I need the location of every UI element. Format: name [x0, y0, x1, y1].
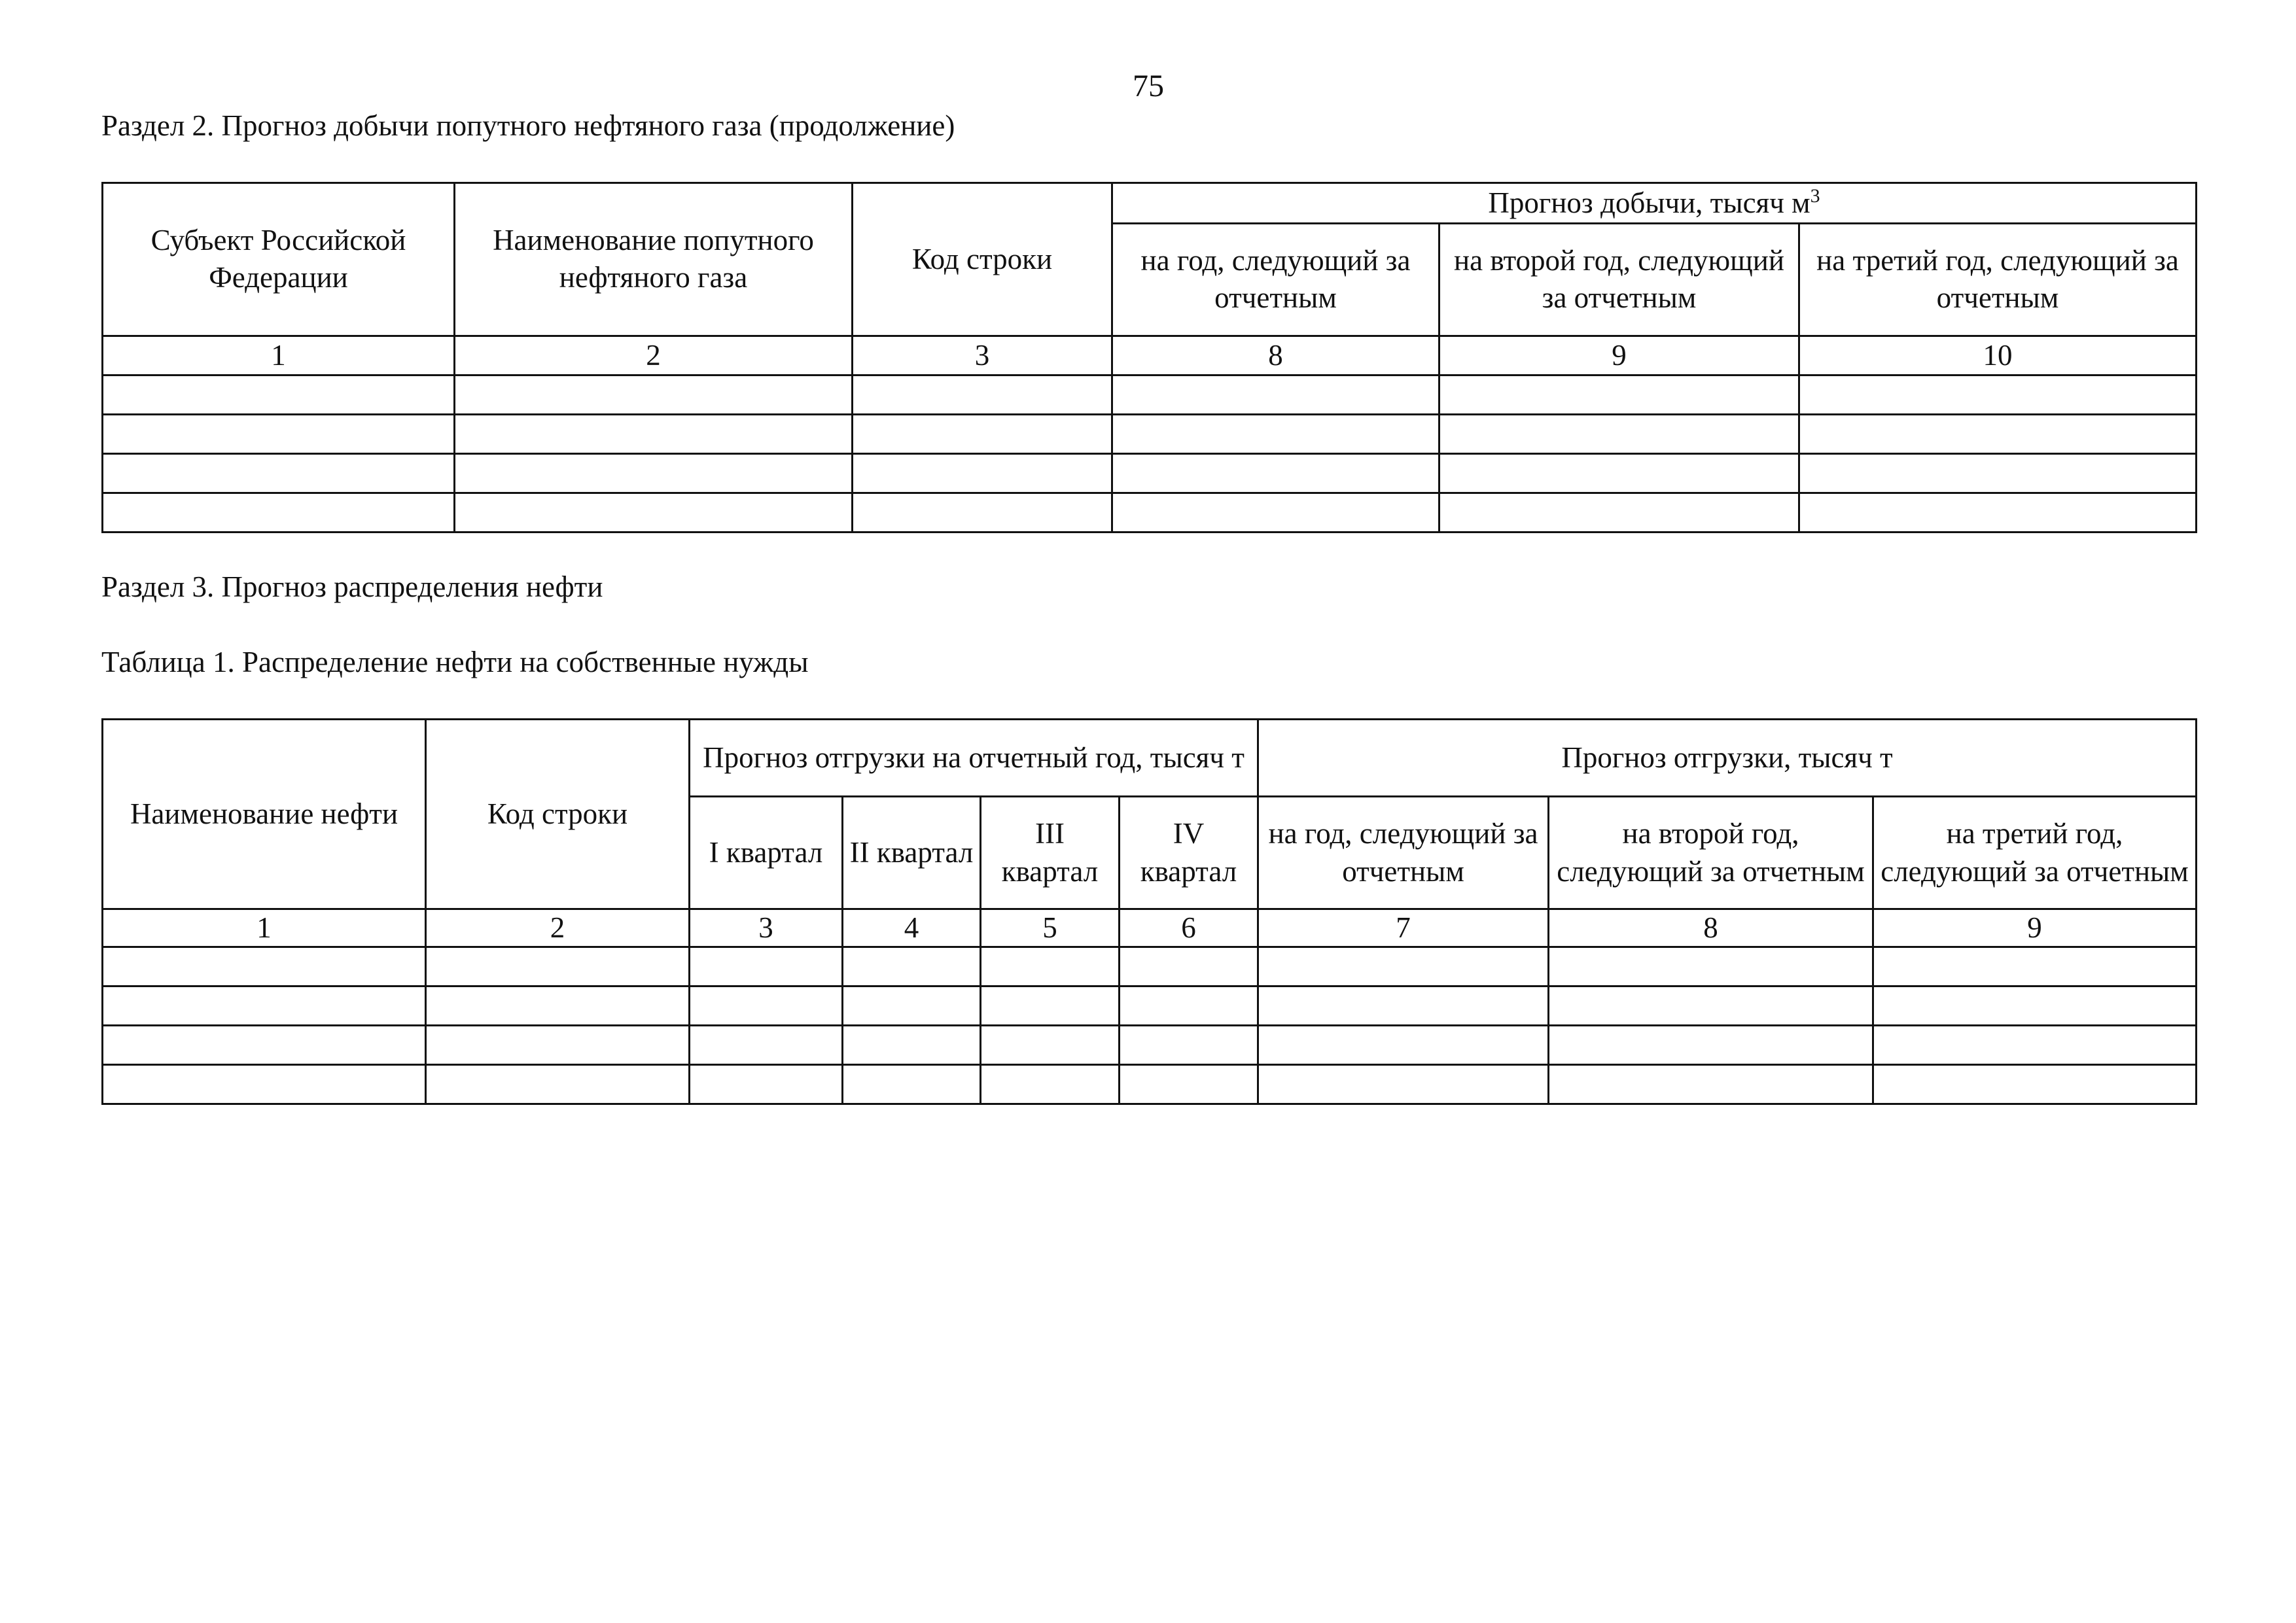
- empty-cell[interactable]: [843, 947, 981, 986]
- empty-cell[interactable]: [103, 986, 426, 1026]
- empty-cell[interactable]: [426, 1026, 690, 1065]
- section-2-heading: Раздел 2. Прогноз добычи попутного нефтяного газа (продолжение): [101, 109, 955, 142]
- header-oil-name: Наименование нефти: [103, 720, 426, 909]
- empty-cell[interactable]: [426, 1065, 690, 1104]
- empty-data-row: [103, 493, 2197, 532]
- empty-cell[interactable]: [426, 986, 690, 1026]
- header-forecast-group: [1112, 183, 2197, 224]
- column-number: 2: [426, 909, 690, 947]
- header-year-second: на второй год, следующий за отчетным: [1439, 223, 1799, 336]
- empty-cell[interactable]: [690, 1026, 843, 1065]
- header-quarter-4: IV квартал: [1120, 797, 1258, 909]
- empty-cell[interactable]: [103, 375, 455, 414]
- header-year-next: на год, следующий за отчетным: [1258, 797, 1549, 909]
- header-forecast-group: Прогноз отгрузки, тысяч т: [1258, 720, 2197, 797]
- empty-cell[interactable]: [1112, 375, 1439, 414]
- header-quarter-2: II квартал: [843, 797, 981, 909]
- section-3-heading: Раздел 3. Прогноз распределения нефти: [101, 570, 603, 603]
- empty-cell[interactable]: [981, 1065, 1120, 1104]
- header-year-second: на второй год, следующий за отчетным: [1549, 797, 1873, 909]
- column-number: 1: [103, 909, 426, 947]
- empty-cell[interactable]: [1549, 986, 1873, 1026]
- empty-cell[interactable]: [103, 414, 455, 453]
- column-number: 5: [981, 909, 1120, 947]
- column-number: 9: [1439, 336, 1799, 375]
- empty-cell[interactable]: [1549, 947, 1873, 986]
- column-number: 4: [843, 909, 981, 947]
- header-year-next: на год, следующий за отчетным: [1112, 223, 1439, 336]
- empty-data-row: [103, 1065, 2197, 1104]
- empty-cell[interactable]: [843, 986, 981, 1026]
- empty-data-row: [103, 1026, 2197, 1065]
- header-current-year-group: Прогноз отгрузки на отчетный год, тысяч т: [690, 720, 1258, 797]
- empty-cell[interactable]: [1799, 414, 2197, 453]
- header-row-code: Код строки: [853, 183, 1112, 336]
- empty-cell[interactable]: [455, 375, 853, 414]
- empty-cell[interactable]: [843, 1065, 981, 1104]
- column-number: 1: [103, 336, 455, 375]
- empty-cell[interactable]: [853, 493, 1112, 532]
- empty-cell[interactable]: [1439, 414, 1799, 453]
- column-number: 3: [853, 336, 1112, 375]
- page-number: 75: [1133, 69, 1164, 103]
- empty-cell[interactable]: [981, 947, 1120, 986]
- column-number: 8: [1549, 909, 1873, 947]
- column-number-row: [103, 909, 2197, 947]
- empty-cell[interactable]: [103, 947, 426, 986]
- empty-cell[interactable]: [103, 1026, 426, 1065]
- header-row-code: Код строки: [426, 720, 690, 909]
- empty-cell[interactable]: [1799, 453, 2197, 493]
- empty-cell[interactable]: [103, 1065, 426, 1104]
- empty-data-row: [103, 414, 2197, 453]
- column-number: 9: [1873, 909, 2197, 947]
- header-quarter-3: III квартал: [981, 797, 1120, 909]
- empty-cell[interactable]: [1549, 1065, 1873, 1104]
- empty-cell[interactable]: [1873, 947, 2197, 986]
- empty-cell[interactable]: [103, 493, 455, 532]
- empty-cell[interactable]: [1439, 375, 1799, 414]
- table-1-heading: Таблица 1. Распределение нефти на собственные нужды: [101, 646, 809, 678]
- empty-cell[interactable]: [690, 947, 843, 986]
- empty-cell[interactable]: [843, 1026, 981, 1065]
- empty-data-row: [103, 453, 2197, 493]
- empty-cell[interactable]: [690, 986, 843, 1026]
- empty-cell[interactable]: [455, 414, 853, 453]
- empty-cell[interactable]: [1873, 986, 2197, 1026]
- column-number: 7: [1258, 909, 1549, 947]
- header-year-third: на третий год, следующий за отчетным: [1799, 223, 2197, 336]
- empty-data-row: [103, 375, 2197, 414]
- empty-cell[interactable]: [103, 453, 455, 493]
- empty-cell[interactable]: [690, 1065, 843, 1104]
- empty-cell[interactable]: [1120, 986, 1258, 1026]
- empty-cell[interactable]: [1258, 986, 1549, 1026]
- empty-cell[interactable]: [1258, 947, 1549, 986]
- empty-cell[interactable]: [1112, 453, 1439, 493]
- empty-cell[interactable]: [1120, 1065, 1258, 1104]
- header-quarter-1: I квартал: [690, 797, 843, 909]
- empty-cell[interactable]: [853, 375, 1112, 414]
- empty-cell[interactable]: [426, 947, 690, 986]
- empty-cell[interactable]: [853, 414, 1112, 453]
- gas-forecast-table: [101, 182, 2197, 533]
- empty-cell[interactable]: [853, 453, 1112, 493]
- column-number-row: [103, 336, 2197, 375]
- empty-cell[interactable]: [981, 1026, 1120, 1065]
- empty-cell[interactable]: [1120, 947, 1258, 986]
- empty-cell[interactable]: [1439, 493, 1799, 532]
- column-number: 3: [690, 909, 843, 947]
- empty-cell[interactable]: [1799, 375, 2197, 414]
- empty-cell[interactable]: [455, 453, 853, 493]
- empty-cell[interactable]: [1120, 1026, 1258, 1065]
- column-number: 8: [1112, 336, 1439, 375]
- empty-cell[interactable]: [1873, 1065, 2197, 1104]
- column-number: 6: [1120, 909, 1258, 947]
- empty-cell[interactable]: [1258, 1065, 1549, 1104]
- empty-cell[interactable]: [1439, 453, 1799, 493]
- column-number: 10: [1799, 336, 2197, 375]
- header-gas-name: Наименование попутного нефтяного газа: [455, 183, 853, 336]
- empty-cell[interactable]: [1549, 1026, 1873, 1065]
- empty-cell[interactable]: [1258, 1026, 1549, 1065]
- empty-cell[interactable]: [1112, 414, 1439, 453]
- oil-distribution-table: [101, 718, 2197, 1105]
- empty-data-row: [103, 986, 2197, 1026]
- empty-cell[interactable]: [981, 986, 1120, 1026]
- column-number: 2: [455, 336, 853, 375]
- header-year-third: на третий год, следующий за отчетным: [1873, 797, 2197, 909]
- empty-cell[interactable]: [1799, 493, 2197, 532]
- empty-cell[interactable]: [1873, 1026, 2197, 1065]
- empty-cell[interactable]: [1112, 493, 1439, 532]
- header-forecast-label: Прогноз добычи, тысяч м: [1488, 186, 1810, 219]
- empty-data-row: [103, 947, 2197, 986]
- empty-cell[interactable]: [455, 493, 853, 532]
- header-subject: Субъект Российской Федерации: [103, 183, 455, 336]
- header-forecast-unit-exponent: 3: [1810, 185, 1820, 207]
